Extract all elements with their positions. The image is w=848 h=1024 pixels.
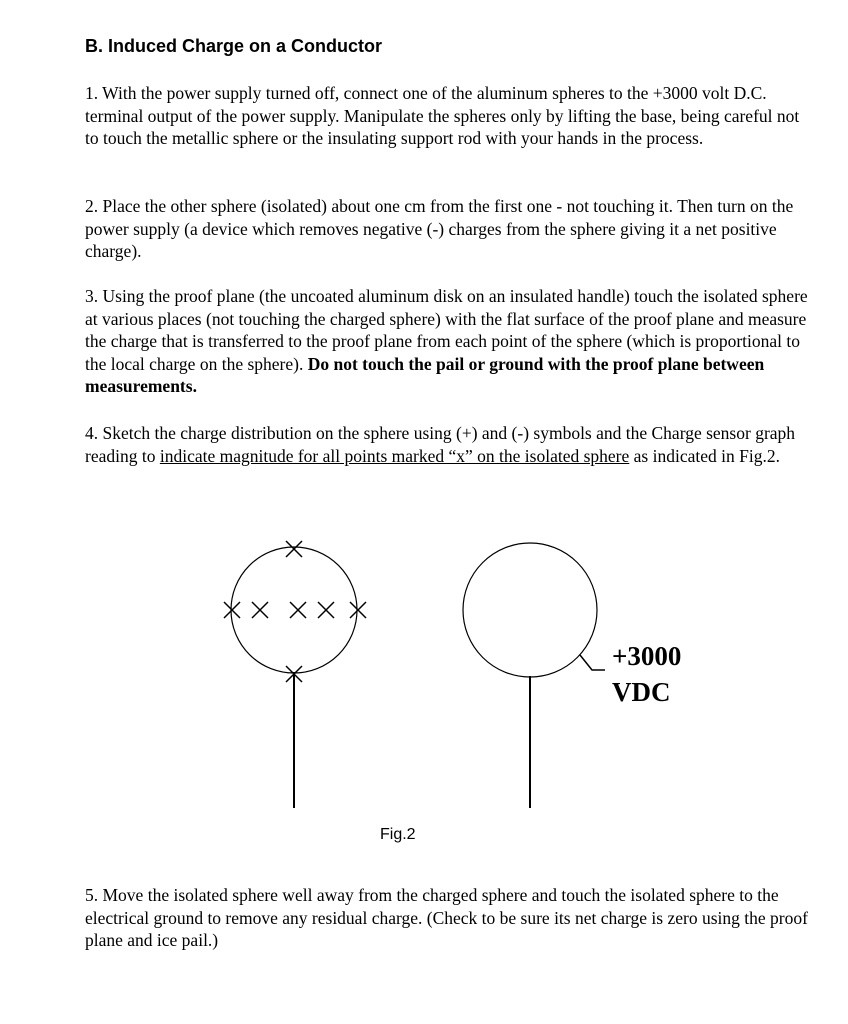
section-heading: B. Induced Charge on a Conductor	[85, 36, 383, 56]
charged-sphere	[463, 543, 597, 677]
x-marker-top	[286, 541, 302, 557]
x-marker-5	[350, 602, 366, 618]
x-marker-1	[224, 602, 240, 618]
x-marker-4	[318, 602, 334, 618]
power-lead	[580, 655, 605, 670]
paragraph-2: 2. Place the other sphere (isolated) about one cm from the first one - not touching it. Then turn on the power supply (a device which removes negative (-) charges from the sphere giving it a net positive charge).	[85, 196, 794, 261]
x-marker-2	[252, 602, 268, 618]
paragraph-4-underlined: indicate magnitude for all points marked “x” on the isolated sphere	[159, 445, 630, 466]
figure-caption: Fig.2	[380, 826, 416, 843]
figure-2-diagram	[0, 520, 848, 820]
paragraph-3	[85, 285, 815, 398]
paragraph-1: 1. With the power supply turned off, connect one of the aluminum spheres to the +3000 volt D.C. terminal output of the power supply. Manipulate the spheres only by lifting the base, being careful not to touch the metallic sphere or the insulating support rod with your hands in the process.	[85, 83, 800, 148]
voltage-label-value: +3000	[612, 641, 682, 671]
voltage-label-unit: VDC	[612, 677, 671, 707]
paragraph-4-text-end: as indicated in Fig.2.	[629, 445, 780, 466]
x-marker-3	[290, 602, 306, 618]
paragraph-3-warning: Do not touch the pail or ground with the proof plane between measurements.	[85, 353, 765, 396]
paragraph-4-text: 4. Sketch the charge distribution on the sphere using (+) and (-) symbols and the Charge sensor graph reading to	[85, 423, 796, 466]
paragraph-3-text: 3. Using the proof plane (the uncoated aluminum disk on an insulated handle) touch the isolated sphere at various places (not touching the charged sphere) with the flat surface of the proof plane and measure the charge that is transferred to the proof plane from each point of the sphere (which is proportional to the local charge on the sphere).	[85, 286, 808, 374]
paragraph-5: 5. Move the isolated sphere well away from the charged sphere and touch the isolated sphere to the electrical ground to remove any residual charge. (Check to be sure its net charge is zero using the proof plane and ice pail.)	[85, 885, 808, 950]
isolated-sphere	[231, 547, 357, 673]
measurement-points	[224, 541, 366, 682]
paragraph-4	[85, 422, 815, 467]
